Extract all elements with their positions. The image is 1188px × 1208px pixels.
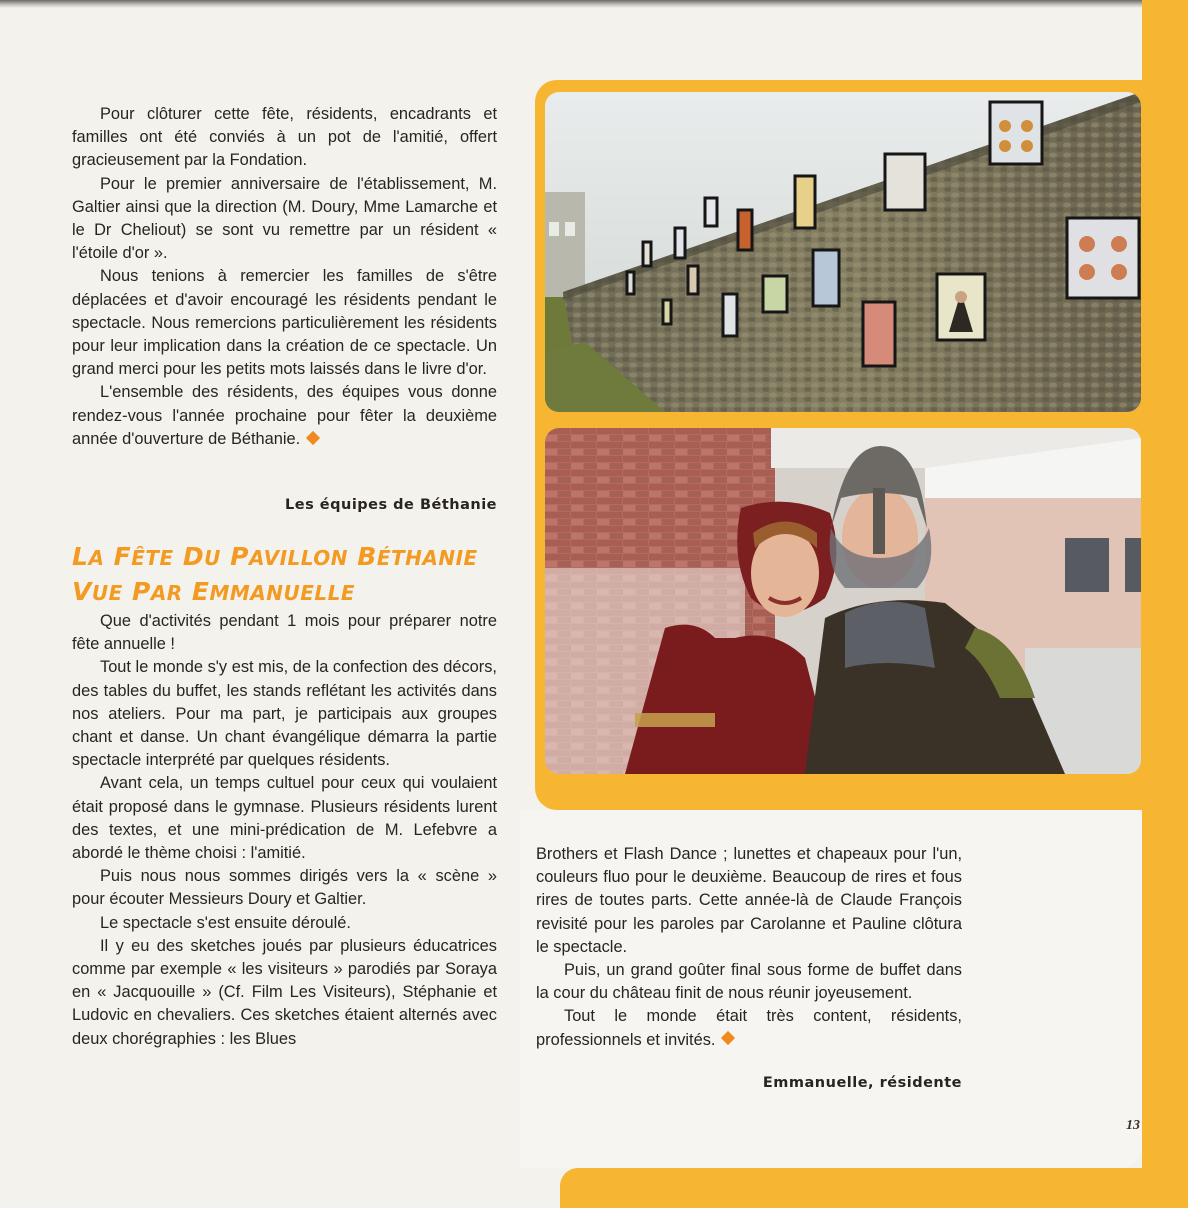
page-orange-edge	[1142, 0, 1188, 1200]
bottom-orange-strip	[560, 1168, 1188, 1208]
page-number: 13	[1126, 1118, 1140, 1133]
paragraph: Puis, un grand goûter final sous forme de buffet dans la cour du château finit de nous réunir joyeusement.	[536, 961, 962, 1003]
paragraph: Tout le monde s'y est mis, de la confection des décors, des tables du buffet, les stands reflétant les activités dans nos ateliers. Pour ma part, je participais aux groupes chant et danse. Un chant évangélique démarra la partie spectacle interprété par quelques résidents.	[72, 658, 497, 770]
photo-wall-exhibition	[545, 92, 1141, 412]
paragraph-text: Tout le monde était très content, résidents, professionnels et invités.	[536, 1007, 962, 1049]
end-of-article-diamond-icon	[721, 1031, 735, 1045]
headline-line-1: LA FÊTE DU PAVILLON BÉTHANIE	[72, 542, 478, 571]
page-top-shadow	[0, 0, 1188, 8]
paragraph: Avant cela, un temps cultuel pour ceux qui voulaient était proposé dans le gymnase. Plusieurs résidents lurent des textes, et une mini-prédication de M. Lefebvre a abordé le thème choisi : l'amitié.	[72, 774, 497, 863]
author-signature: Emmanuelle, résidente	[762, 1075, 962, 1091]
photo-wall-exhibition-illustration	[545, 92, 1141, 412]
paragraph-text: L'ensemble des résidents, des équipes vous donne rendez-vous l'année prochaine pour fêter la deuxième année d'ouverture de Béthanie.	[72, 383, 497, 448]
photo-costumed-residents	[545, 428, 1141, 774]
paragraph: Pour le premier anniversaire de l'établissement, M. Galtier ainsi que la direction (M. Doury, Mme Lamarche et le Dr Cheliout) se sont vu remettre par un résident « l'étoile d'or ».	[72, 174, 497, 263]
end-of-article-diamond-icon	[306, 430, 320, 444]
article-signature: Les équipes de Béthanie	[285, 497, 497, 513]
paragraph: Il y eu des sketches joués par plusieurs éducatrices comme par exemple « les visiteurs » parodiés par Soraya en « Jacquouille » (Cf. Film Les Visiteurs), Stéphanie et Ludovic en chevaliers. Ces sketches étaient alternés avec deux chorégraphies : les Blues	[72, 936, 497, 1048]
photo-costumed-residents-illustration	[545, 428, 1141, 774]
paragraph: Brothers et Flash Dance ; lunettes et chapeaux pour l'un, couleurs fluo pour le deuxième. Beaucoup de rires et fous rires de toutes parts. Cette année-là de Claude François revisité pour les paroles par Carolanne et Pauline clôtura le spectacle.	[536, 845, 962, 956]
paragraph: Que d'activités pendant 1 mois pour préparer notre fête annuelle !	[72, 612, 497, 654]
article-body-column-right	[536, 843, 962, 1052]
article-body-column-left	[72, 610, 497, 1051]
paragraph: Nous tenions à remercier les familles de s'être déplacées et d'avoir encouragé les résidents pendant le spectacle. Nous remercions particulièrement les résidents pour leur implication dans la création de ce spectacle. Un grand merci pour les petits mots laissés dans le livre d'or.	[72, 267, 497, 379]
article-closing-column	[72, 103, 497, 451]
paragraph: Pour clôturer cette fête, résidents, encadrants et familles ont été conviés à un pot de l'amitié, offert gracieusement par la Fondation.	[72, 105, 497, 170]
headline-line-2: VUE PAR EMMANUELLE	[72, 577, 356, 606]
paragraph	[72, 381, 497, 451]
article-headline	[72, 540, 532, 610]
paragraph: Le spectacle s'est ensuite déroulé.	[100, 913, 351, 932]
paragraph: Puis nous nous sommes dirigés vers la « scène » pour écouter Messieurs Doury et Galtier.	[72, 867, 497, 909]
paragraph	[536, 1005, 962, 1051]
